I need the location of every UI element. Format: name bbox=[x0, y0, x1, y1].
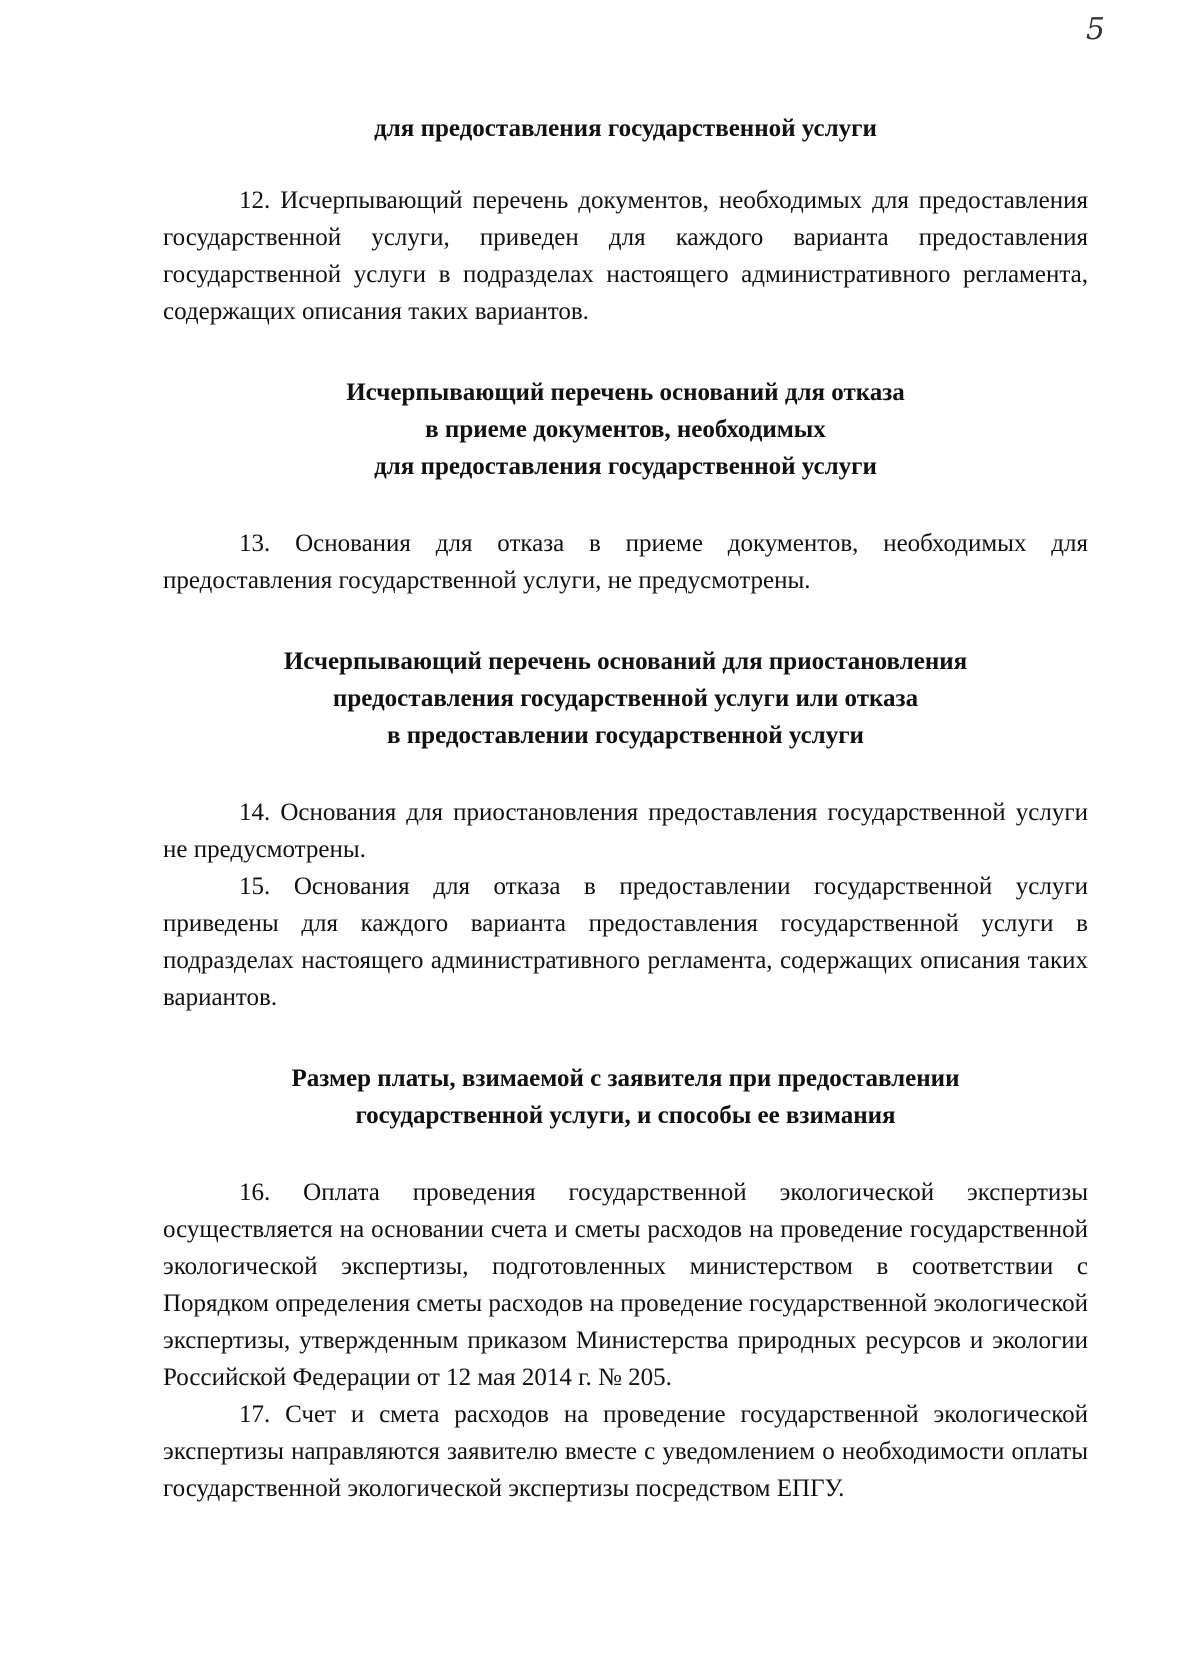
section-heading bbox=[163, 374, 1088, 485]
page-number: 5 bbox=[1085, 12, 1105, 47]
section-heading bbox=[163, 110, 1088, 147]
heading-line: Исчерпывающий перечень оснований для отказа bbox=[346, 379, 905, 406]
heading-line: для предоставления государственной услуги bbox=[374, 453, 877, 480]
section-heading bbox=[163, 643, 1088, 754]
paragraph-12: 12. Исчерпывающий перечень документов, необходимых для предоставления государственной услуги, приведен для каждого варианта предоставления государственной услуги в подразделах настоящего административного регламента, содержащих описания таких вариантов. bbox=[163, 187, 1088, 325]
paragraph-13: 13. Основания для отказа в приеме документов, необходимых для предоставления государственной услуги, не предусмотрены. bbox=[163, 530, 1088, 594]
paragraph-14: 14. Основания для приостановления предоставления государственной услуги не предусмотрены. bbox=[163, 799, 1088, 863]
heading-line: государственной услуги, и способы ее взимания bbox=[355, 1102, 896, 1129]
heading-line: предоставления государственной услуги или отказа bbox=[332, 685, 919, 712]
paragraph-15: 15. Основания для отказа в предоставлении государственной услуги приведены для каждого варианта предоставления государственной услуги в подразделах настоящего административного регламента, содержащих описания таких вариантов. bbox=[163, 873, 1088, 1011]
heading-line: для предоставления государственной услуги bbox=[374, 115, 877, 142]
heading-line: Размер платы, взимаемой с заявителя при предоставлении bbox=[291, 1065, 960, 1092]
paragraph-16: 16. Оплата проведения государственной экологической экспертизы осуществляется на основании счета и сметы расходов на проведение государственной экологической экспертизы, подготовленных министерством в соответствии с Порядком определения сметы расходов на проведение государственной экологической экспертизы, утвержденным приказом Министерства природных ресурсов и экологии Российской Федерации от 12 мая 2014 г. № 205. bbox=[163, 1179, 1088, 1391]
heading-line: в предоставлении государственной услуги bbox=[387, 722, 864, 749]
section-heading bbox=[163, 1060, 1088, 1134]
heading-line: в приеме документов, необходимых bbox=[425, 416, 826, 443]
heading-line: Исчерпывающий перечень оснований для приостановления bbox=[283, 648, 968, 675]
document-body bbox=[163, 110, 1088, 1507]
paragraph-17: 17. Счет и смета расходов на проведение государственной экологической экспертизы направляются заявителю вместе с уведомлением о необходимости оплаты государственной экологической экспертизы посредством ЕПГУ. bbox=[163, 1401, 1088, 1502]
